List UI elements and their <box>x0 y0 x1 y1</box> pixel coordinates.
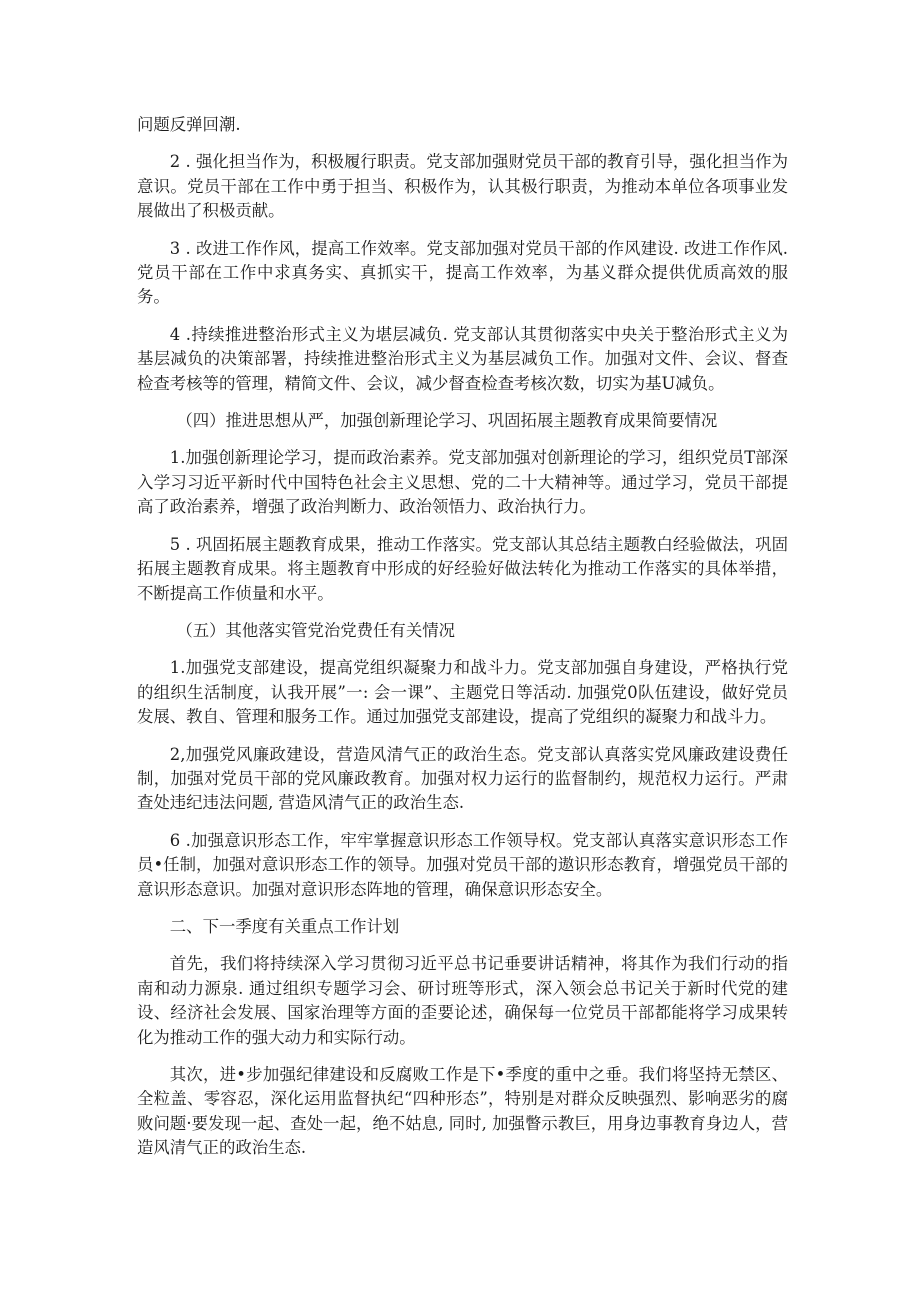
section-heading-5: （五）其他落实管党治党费任有关情况 <box>176 620 455 640</box>
paragraph-item-6: 6 .加强意识形态工作，牢牢掌握意识形态工作领导权。党支部认真落实意识形态工作员•任制，加强对意识形态工作的领导。加强对党员干部的遨识形态教育，增强党员干部的意识形态意识。加强对意识形态阵地的管理，确保意识形态安全。 <box>137 830 788 899</box>
section-heading-next-quarter: 二、下一季度有关重点工作计划 <box>169 916 400 936</box>
paragraph-item-4: 4 .持续推进整治形式主义为堪层减负. 党支部认其贯彻落实中央关于整治形式主义为基层减负的决策部署，持续推进整治形式主义为基层减负工作。加强对文件、会议、督查检查考核等的管理，精简文件、会议，减少督查检查考核次数，切实为基U减负。 <box>137 324 788 393</box>
paragraph-item-3: 3 . 改进工作作风，提高工作效率。党支部加强对党员干部的作风建设. 改进工作作风. 党员干部在工作中求真务实、真抓实干，提高工作效率，为基义群众提供优质高效的服务。 <box>137 238 788 307</box>
section-heading-4: （四）推进思想从严，加强创新理论学习、巩固拓展主题教育成果简要情况 <box>176 411 718 431</box>
paragraph-theory-study: 1.加强创新理论学习，提而政治素养。党支部加强对创新理论的学习，组织党员T部深入学习习近平新时代中国特色社会主义思想、党的二十大精神等。通过学习，党员干部提高了政治素养，增强了政治判断力、政治领悟力、政治执行力。 <box>137 448 788 517</box>
paragraph-item-5: 5 . 巩固拓展主题教育成果，推动工作落实。党支部认其总结主题教白经验做法，巩固拓展主题教育成果。将主题教育中形成的好经验好做法转化为推动工作落实的具体举措，不断提高工作侦量和水平。 <box>137 534 788 603</box>
paragraph-continuation: 问题反弹回潮. <box>137 115 241 134</box>
paragraph-branch-building: 1.加强党支部建设，提高党组织凝聚力和战斗力。党支部加强自身建设，严格执行党的组织生活制度，认我开展”一: 会一课”、主题党日等活动. 加强党0队伍建设，做好党员发展、教自、管理和服务工作。通过加强党支部建设，提高了党组织的凝聚力和战斗力。 <box>137 658 788 727</box>
paragraph-first: 首先，我们将持续深入学习贯彻习近平总书记垂要讲话精神，将其作为我们行动的指南和动力源泉. 通过组织专题学习会、研讨班等形式，深入领会总书记关于新时代党的建设、经济社会发展、国家治理等方面的歪要论述，确保每一位党员干部都能将学习成果转化为推动工作的强大动力和实际行动。 <box>137 954 788 1047</box>
paragraph-second: 其次，进•步加强纪律建设和反腐败工作是下•季度的重中之垂。我们将坚持无禁区、全粒盖、零容忍，深化运用监督执纪“四种形态”，特别是对群众反映强烈、影响恶劣的腐败问题·要发现一起、查处一起，绝不姑息, 同时, 加强瞥示教巨，用身边事教育身边人，营造风清气正的政治生态. <box>137 1065 788 1158</box>
paragraph-integrity: 2,加强党风廉政建设，营造风清气正的政治生态。党支部认真落实党风廉政建设费任制，加强对党员干部的党风廉政教育。加强对权力运行的监督制约，规范权力运行。严肃查处违纪违法问题, 营造风清气正的政治生态. <box>137 744 788 813</box>
document-body <box>137 113 788 1174</box>
paragraph-item-2: 2 . 强化担当作为，积极履行职责。党支部加强财党员干部的教育引导，强化担当作为意识。党员干部在工作中勇于担当、积极作为，认其极行职责，为推动本单位各项事业发展做出了积极贡献。 <box>137 152 788 221</box>
